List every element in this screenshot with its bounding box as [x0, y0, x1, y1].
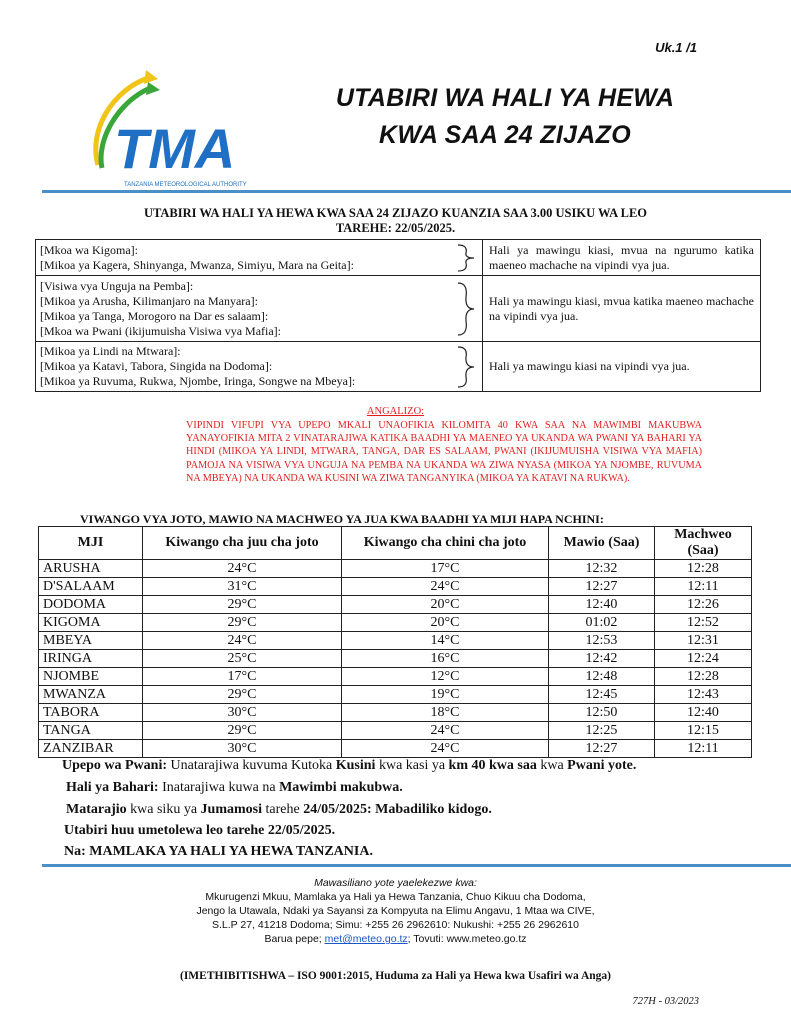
forecast-regions: [36, 240, 450, 276]
max-temp-cell: 24°C: [143, 560, 342, 578]
note-text: kwa siku ya: [126, 802, 201, 817]
logo-text: TMA: [114, 117, 236, 180]
sunset-cell: 12:15: [655, 722, 752, 740]
min-temp-cell: 18°C: [342, 704, 549, 722]
city-cell: KIGOMA: [39, 614, 143, 632]
region-line: [Mikoa ya Katavi, Tabora, Singida na Dodoma]:: [40, 359, 273, 373]
sunset-cell: 12:43: [655, 686, 752, 704]
column-header-city: MJI: [39, 527, 143, 560]
min-temp-cell: 24°C: [342, 740, 549, 758]
table-row: [39, 578, 752, 596]
city-cell: TABORA: [39, 704, 143, 722]
issued-date-note: Utabiri huu umetolewa leo tarehe 22/05/2025.: [64, 823, 336, 838]
region-line: [Mikoa ya Arusha, Kilimanjaro na Manyara]:: [40, 293, 258, 308]
warning-title: ANGALIZO:: [366, 406, 425, 417]
contact-line: Jengo la Utawala, Ndaki ya Sayansi za Kompyuta na Elimu Angavu, 1 Mtaa wa CIVE,: [196, 905, 595, 917]
max-temp-cell: 29°C: [143, 686, 342, 704]
region-line: [Mkoa wa Kigoma]:: [40, 242, 138, 257]
sunrise-cell: 12:32: [549, 560, 655, 578]
sunset-cell: 12:11: [655, 740, 752, 758]
max-temp-cell: 17°C: [143, 668, 342, 686]
page-number: Uk.1 /1: [655, 40, 697, 55]
contact-heading: Mawasiliano yote yaelekezwe kwa:: [314, 877, 477, 889]
outlook-note: [66, 802, 492, 818]
contact-line: Mkurugenzi Mkuu, Mamlaka ya Hali ya Hewa Tanzania, Chuo Kikuu cha Dodoma,: [205, 891, 586, 903]
city-cell: MBEYA: [39, 632, 143, 650]
table-row: [39, 722, 752, 740]
forecast-row: [36, 240, 761, 276]
form-code: 727H - 03/2023: [632, 996, 699, 1007]
warning-body: VIPINDI VIFUPI VYA UPEPO MKALI UNAOFIKIA KILOMITA 40 KWA SAA NA MAWIMBI MAKUBWA YANAYOFIKIA MITA 2 VINATARAJIWA KATIKA BAADHI YA MAENEO YA UKANDA WA PWANI YA BAHARI YA HINDI (MIKOA YA LINDI, MTWARA, TANGA, DAR ES SALAAM, PWANI (IKIJUMUISHA VISIWA VYA MAFIA) PAMOJA NA VISIWA VYA UNGUJA NA PEMBA NA UKANDA WA ZIWA NYASA (MIKOA YA NJOMBE, RUVUMA NA MBEYA) NA UKANDA WA KUSINI WA ZIWA TANGANYIKA (MIKOA YA KATAVI NA RUKWA).: [186, 420, 702, 484]
contact-block: [0, 876, 791, 946]
temperatures-title: VIWANGO VYA JOTO, MAWIO NA MACHWEO YA JUA KWA BAADHI YA MIJI HAPA NCHINI:: [80, 512, 604, 526]
note-emphasis: Mawimbi makubwa.: [279, 780, 403, 795]
certification-note: (IMETHIBITISHWA – ISO 9001:2015, Huduma za Hali ya Hewa kwa Usafiri wa Anga): [180, 970, 611, 982]
min-temp-cell: 20°C: [342, 614, 549, 632]
sunrise-cell: 12:40: [549, 596, 655, 614]
table-row: [39, 650, 752, 668]
column-header-sunset: Machweo (Saa): [655, 527, 752, 560]
max-temp-cell: 25°C: [143, 650, 342, 668]
sunset-cell: 12:28: [655, 668, 752, 686]
sunrise-cell: 01:02: [549, 614, 655, 632]
forecast-row: [36, 276, 761, 342]
region-line: [Mikoa ya Tanga, Morogoro na Dar es salaam]:: [40, 308, 269, 323]
document-title: [295, 80, 715, 154]
forecast-description: Hali ya mawingu kiasi, mvua katika maeneo machache na vipindi vya jua.: [483, 276, 761, 342]
tma-logo: [88, 70, 253, 190]
sunrise-cell: 12:48: [549, 668, 655, 686]
forecast-table: [35, 239, 761, 392]
table-row: [39, 596, 752, 614]
note-text: tarehe: [262, 802, 304, 817]
sunrise-cell: 12:50: [549, 704, 655, 722]
column-header-max-temp: Kiwango cha juu cha joto: [143, 527, 342, 560]
min-temp-cell: 12°C: [342, 668, 549, 686]
region-line: [Visiwa vya Unguja na Pemba]:: [40, 278, 194, 293]
city-cell: D'SALAAM: [39, 578, 143, 596]
forecast-row: [36, 342, 761, 392]
note-label: Hali ya Bahari:: [66, 780, 159, 795]
column-header-min-temp: Kiwango cha chini cha joto: [342, 527, 549, 560]
max-temp-cell: 29°C: [143, 596, 342, 614]
email-label: Barua pepe;: [264, 933, 325, 945]
coastal-wind-note: [62, 758, 636, 774]
sunrise-cell: 12:27: [549, 578, 655, 596]
min-temp-cell: 14°C: [342, 632, 549, 650]
region-line: [Mikoa ya Kagera, Shinyanga, Mwanza, Simiyu, Mara na Geita]:: [40, 257, 354, 272]
table-row: [39, 668, 752, 686]
city-cell: IRINGA: [39, 650, 143, 668]
table-row: [39, 614, 752, 632]
min-temp-cell: 19°C: [342, 686, 549, 704]
table-row: [39, 560, 752, 578]
sunset-cell: 12:11: [655, 578, 752, 596]
city-cell: ZANZIBAR: [39, 740, 143, 758]
forecast-header-line1: UTABIRI WA HALI YA HEWA KWA SAA 24 ZIJAZO KUANZIA SAA 3.00 USIKU WA LEO: [143, 206, 648, 220]
note-emphasis: Jumamosi: [200, 802, 262, 817]
region-line: [Mikoa ya Lindi na Mtwara]:: [40, 344, 181, 358]
sunset-cell: 12:28: [655, 560, 752, 578]
contact-email-line: [0, 932, 791, 946]
forecast-description: Hali ya mawingu kiasi, mvua na ngurumo katika maeneo machache na vipindi vya jua.: [483, 240, 761, 276]
min-temp-cell: 17°C: [342, 560, 549, 578]
note-label: Upepo wa Pwani:: [62, 758, 168, 773]
max-temp-cell: 29°C: [143, 722, 342, 740]
note-emphasis: km 40 kwa saa: [448, 758, 537, 773]
forecast-description: Hali ya mawingu kiasi na vipindi vya jua.: [483, 342, 761, 392]
min-temp-cell: 24°C: [342, 578, 549, 596]
title-line-1: UTABIRI WA HALI YA HEWA: [335, 84, 675, 112]
note-text: kwa kasi ya: [375, 758, 449, 773]
note-label: Matarajio: [66, 802, 127, 817]
city-cell: DODOMA: [39, 596, 143, 614]
max-temp-cell: 24°C: [143, 632, 342, 650]
sunrise-cell: 12:53: [549, 632, 655, 650]
forecast-regions: [36, 276, 450, 342]
city-cell: ARUSHA: [39, 560, 143, 578]
note-emphasis: Pwani yote.: [567, 758, 637, 773]
header-divider: [42, 190, 791, 193]
temperatures-table: [38, 526, 752, 758]
max-temp-cell: 30°C: [143, 740, 342, 758]
note-emphasis: 24/05/2025: Mabadiliko kidogo.: [303, 802, 492, 817]
column-header-sunrise: Mawio (Saa): [549, 527, 655, 560]
max-temp-cell: 31°C: [143, 578, 342, 596]
min-temp-cell: 16°C: [342, 650, 549, 668]
note-text: Inatarajiwa kuwa na: [158, 780, 280, 795]
table-header-row: [39, 527, 752, 560]
table-row: [39, 632, 752, 650]
title-line-2: KWA SAA 24 ZIJAZO: [379, 121, 631, 149]
sunrise-cell: 12:45: [549, 686, 655, 704]
forecast-header-date: TAREHE: 22/05/2025.: [335, 221, 456, 235]
max-temp-cell: 30°C: [143, 704, 342, 722]
footer-divider: [42, 864, 791, 867]
sunset-cell: 12:24: [655, 650, 752, 668]
sunset-cell: 12:31: [655, 632, 752, 650]
sunrise-cell: 12:25: [549, 722, 655, 740]
sunset-cell: 12:26: [655, 596, 752, 614]
website-text: ; Tovuti: www.meteo.go.tz: [407, 933, 527, 945]
sunset-cell: 12:52: [655, 614, 752, 632]
note-text: kwa: [536, 758, 568, 773]
city-cell: MWANZA: [39, 686, 143, 704]
logo-subtitle: TANZANIA METEOROLOGICAL AUTHORITY: [124, 182, 247, 188]
sunrise-cell: 12:42: [549, 650, 655, 668]
forecast-regions: [36, 342, 450, 392]
city-cell: TANGA: [39, 722, 143, 740]
note-emphasis: Kusini: [335, 758, 376, 773]
city-cell: NJOMBE: [39, 668, 143, 686]
note-text: Unatarajiwa kuvuma Kutoka: [167, 758, 336, 773]
brace-icon: [449, 240, 483, 276]
contact-line: S.L.P 27, 41218 Dodoma; Simu: +255 26 2962610: Nukushi: +255 26 2962610: [211, 919, 579, 931]
min-temp-cell: 24°C: [342, 722, 549, 740]
region-line: [Mkoa wa Pwani (ikijumuisha Visiwa vya Mafia]:: [40, 323, 282, 338]
min-temp-cell: 20°C: [342, 596, 549, 614]
brace-icon: [449, 342, 483, 392]
sunrise-cell: 12:27: [549, 740, 655, 758]
email-link[interactable]: met@meteo.go.tz: [324, 933, 408, 945]
sunset-cell: 12:40: [655, 704, 752, 722]
region-line: [Mikoa ya Ruvuma, Rukwa, Njombe, Iringa, Songwe na Mbeya]:: [40, 374, 356, 388]
issuer-note: Na: MAMLAKA YA HALI YA HEWA TANZANIA.: [64, 844, 373, 859]
table-row: [39, 740, 752, 758]
max-temp-cell: 29°C: [143, 614, 342, 632]
brace-icon: [449, 276, 483, 342]
table-row: [39, 704, 752, 722]
sea-state-note: [66, 780, 403, 796]
table-row: [39, 686, 752, 704]
